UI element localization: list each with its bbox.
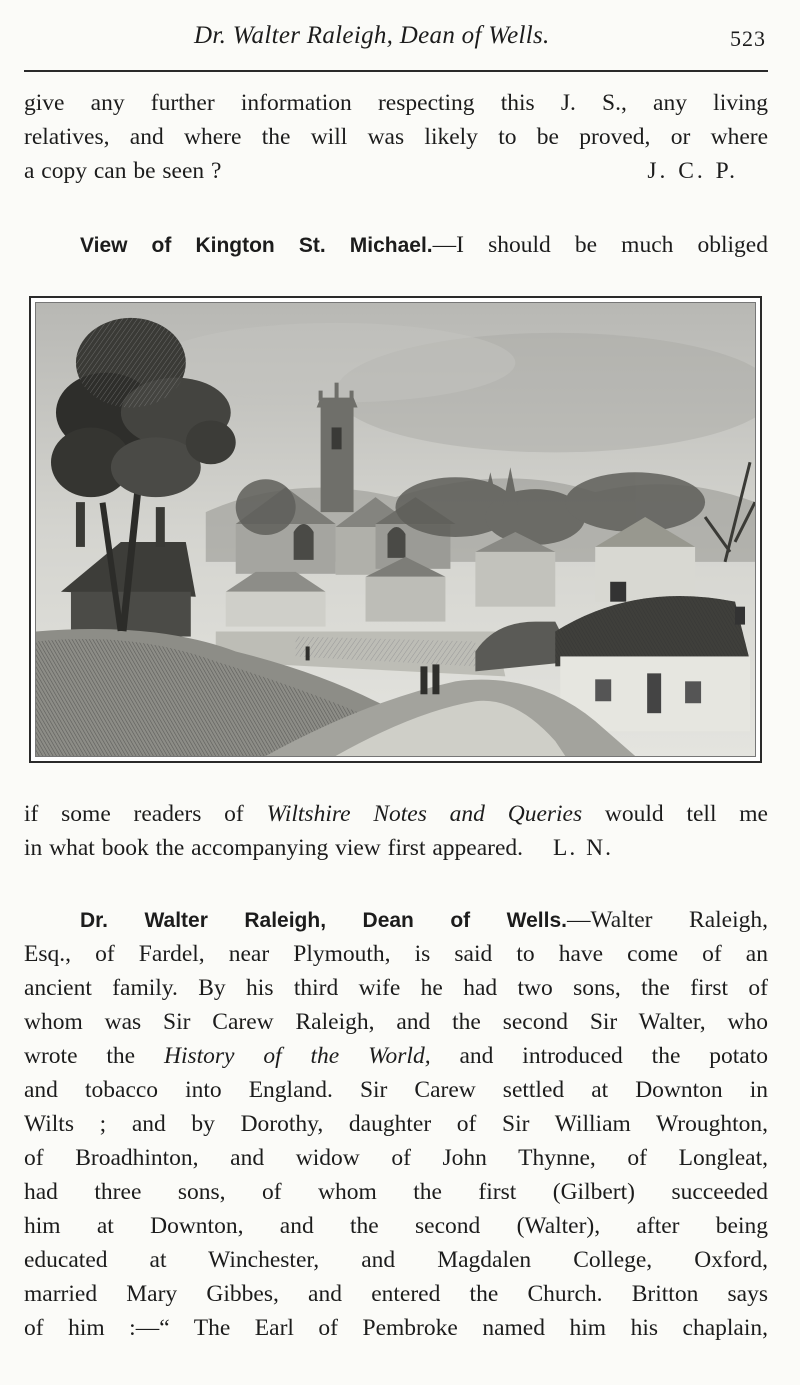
text-line: [24, 797, 768, 831]
signature-ln: L. N.: [553, 835, 613, 861]
text-line: of Broadhinton, and widow of John Thynne, of Longleat,: [24, 1145, 768, 1171]
text-fragment: would tell me: [582, 801, 768, 827]
text-line: ancient family. By his third wife he had two sons, the first of: [24, 975, 768, 1001]
text-fragment: if some readers of: [24, 801, 267, 827]
text-fragment: wrote the: [24, 1043, 164, 1069]
text-line: whom was Sir Carew Raleigh, and the second Sir Walter, who: [24, 1009, 768, 1035]
village-church-engraving: [36, 303, 755, 756]
header-rule: [24, 70, 768, 72]
query-continuation: [24, 86, 768, 188]
raleigh-entry: [24, 903, 768, 1345]
view-entry-closing: [24, 797, 768, 865]
text-line: him at Downton, and the second (Walter), after being: [24, 1213, 768, 1239]
text-fragment: in what book the accompanying view first appeared.: [24, 835, 524, 861]
book-title: History of the World,: [163, 1043, 431, 1069]
text-line: educated at Winchester, and Magdalen College, Oxford,: [24, 1247, 768, 1273]
text-line: [24, 831, 768, 865]
text-line: [24, 903, 768, 937]
text-line: married Mary Gibbes, and entered the Church. Britton says: [24, 1281, 768, 1307]
entry-heading-kington: View of Kington St. Michael.: [80, 234, 433, 257]
text-fragment: —I should be much obliged: [432, 232, 768, 258]
text-fragment: —Walter Raleigh,: [566, 907, 768, 933]
illustration-plate: [29, 296, 762, 763]
text-line: give any further information respecting this J. S., any living: [24, 90, 768, 116]
view-entry-opening: [24, 228, 768, 262]
signature-jcp: J. C. P.: [647, 158, 738, 184]
text-line: [24, 228, 768, 262]
text-line: Wilts ; and by Dorothy, daughter of Sir William Wroughton,: [24, 1111, 768, 1137]
text-line: and tobacco into England. Sir Carew settled at Downton in: [24, 1077, 768, 1103]
text-line: had three sons, of whom the first (Gilbert) succeeded: [24, 1179, 768, 1205]
text-line: [24, 154, 768, 188]
text-line: relatives, and where the will was likely to be proved, or where: [24, 124, 768, 150]
entry-heading-raleigh: Dr. Walter Raleigh, Dean of Wells.: [80, 909, 567, 932]
page-number: 523: [730, 26, 766, 51]
text-line: of him :—“ The Earl of Pembroke named him his chaplain,: [24, 1315, 768, 1341]
running-head: [24, 22, 768, 56]
text-fragment: and introduced the potato: [430, 1043, 768, 1069]
journal-title: Wiltshire Notes and Queries: [266, 801, 583, 827]
running-title: Dr. Walter Raleigh, Dean of Wells.: [194, 22, 550, 49]
text-fragment: a copy can be seen ?: [24, 158, 222, 184]
text-line: Esq., of Fardel, near Plymouth, is said to have come of an: [24, 941, 768, 967]
text-line: [24, 1039, 768, 1073]
